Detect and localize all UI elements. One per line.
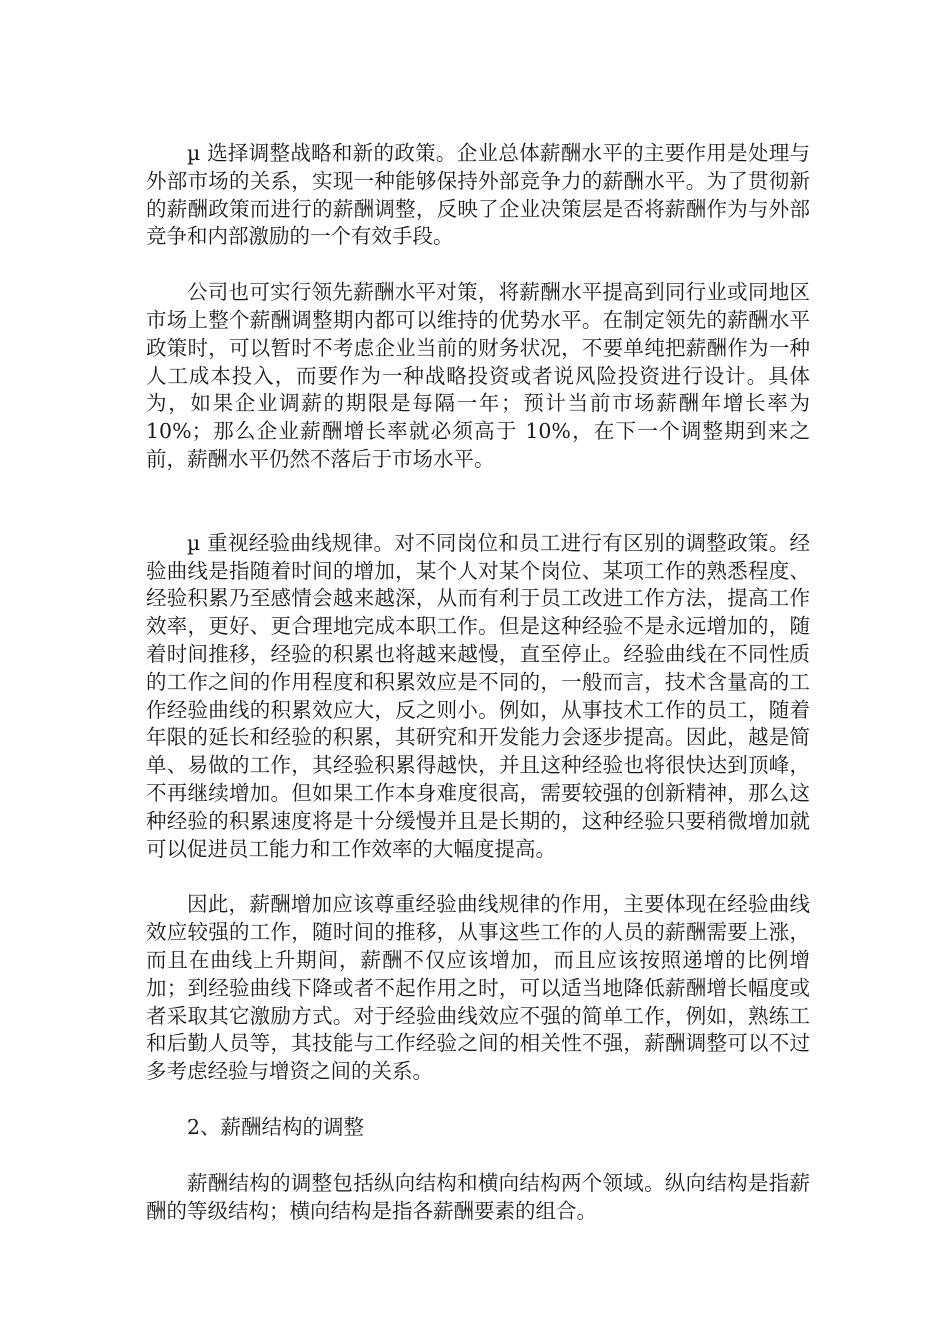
section-heading-pay-structure: 2、薪酬结构的调整 — [187, 1114, 365, 1139]
document-body — [146, 140, 810, 1225]
paragraph-experience-curve: µ 重视经验曲线规律。对不同岗位和员工进行有区别的调整政策。经验曲线是指随着时间的增加，某个人对某个岗位、某项工作的熟悉程度、经验积累乃至感情会越来越深，从而有利于员工改进工作方法，提高工作效率，更好、更合理地完成本职工作。但是这种经验不是永远增加的，随着时间推移，经验的积累也将越来越慢，直至停止。经验曲线在不同性质的工作之间的作用程度和积累效应是不同的，一般而言，技术含量高的工作经验曲线的积累效应大，反之则小。例如，从事技术工作的员工，随着年限的延长和经验的积累，其研究和开发能力会逐步提高。因此，越是简单、易做的工作，其经验积累得越快，并且这种经验也将很快达到顶峰，不再继续增加。但如果工作本身难度很高，需要较强的创新精神，那么这种经验的积累速度将是十分缓慢并且是长期的，这种经验只要稍微增加就可以促进员工能力和工作效率的大幅度提高。 — [146, 530, 810, 861]
paragraph-leading-pay-level: 公司也可实行领先薪酬水平对策，将薪酬水平提高到同行业或同地区市场上整个薪酬调整期内都可以维持的优势水平。在制定领先的薪酬水平政策时，可以暂时不考虑企业当前的财务状况，不要单纯把薪酬作为一种人工成本投入，而要作为一种战略投资或者说风险投资进行设计。具体为，如果企业调薪的期限是每隔一年；预计当前市场薪酬年增长率为 10%；那么企业薪酬增长率就必须高于 10%，在下一个调整期到来之前，薪酬水平仍然不落后于市场水平。 — [146, 280, 810, 471]
paragraph-experience-curve-pay: 因此，薪酬增加应该尊重经验曲线规律的作用，主要体现在经验曲线效应较强的工作，随时间的推移，从事这些工作的人员的薪酬需要上涨，而且在曲线上升期间，薪酬不仅应该增加，而且应该按照递增的比例增加；到经验曲线下降或者不起作用之时，可以适当地降低薪酬增长幅度或者采取其它激励方式。对于经验曲线效应不强的简单工作，例如，熟练工和后勤人员等，其技能与工作经验之间的相关性不强，薪酬调整可以不过多考虑经验与增资之间的关系。 — [146, 892, 810, 1084]
paragraph-pay-structure: 薪酬结构的调整包括纵向结构和横向结构两个领域。纵向结构是指薪酬的等级结构；横向结构是指各薪酬要素的组合。 — [146, 1170, 810, 1223]
paragraph-strategy-policy: µ 选择调整战略和新的政策。企业总体薪酬水平的主要作用是处理与外部市场的关系，实现一种能够保持外部竞争力的薪酬水平。为了贯彻新的薪酬政策而进行的薪酬调整，反映了企业决策层是否将薪酬作为与外部竞争和内部激励的一个有效手段。 — [146, 141, 810, 249]
